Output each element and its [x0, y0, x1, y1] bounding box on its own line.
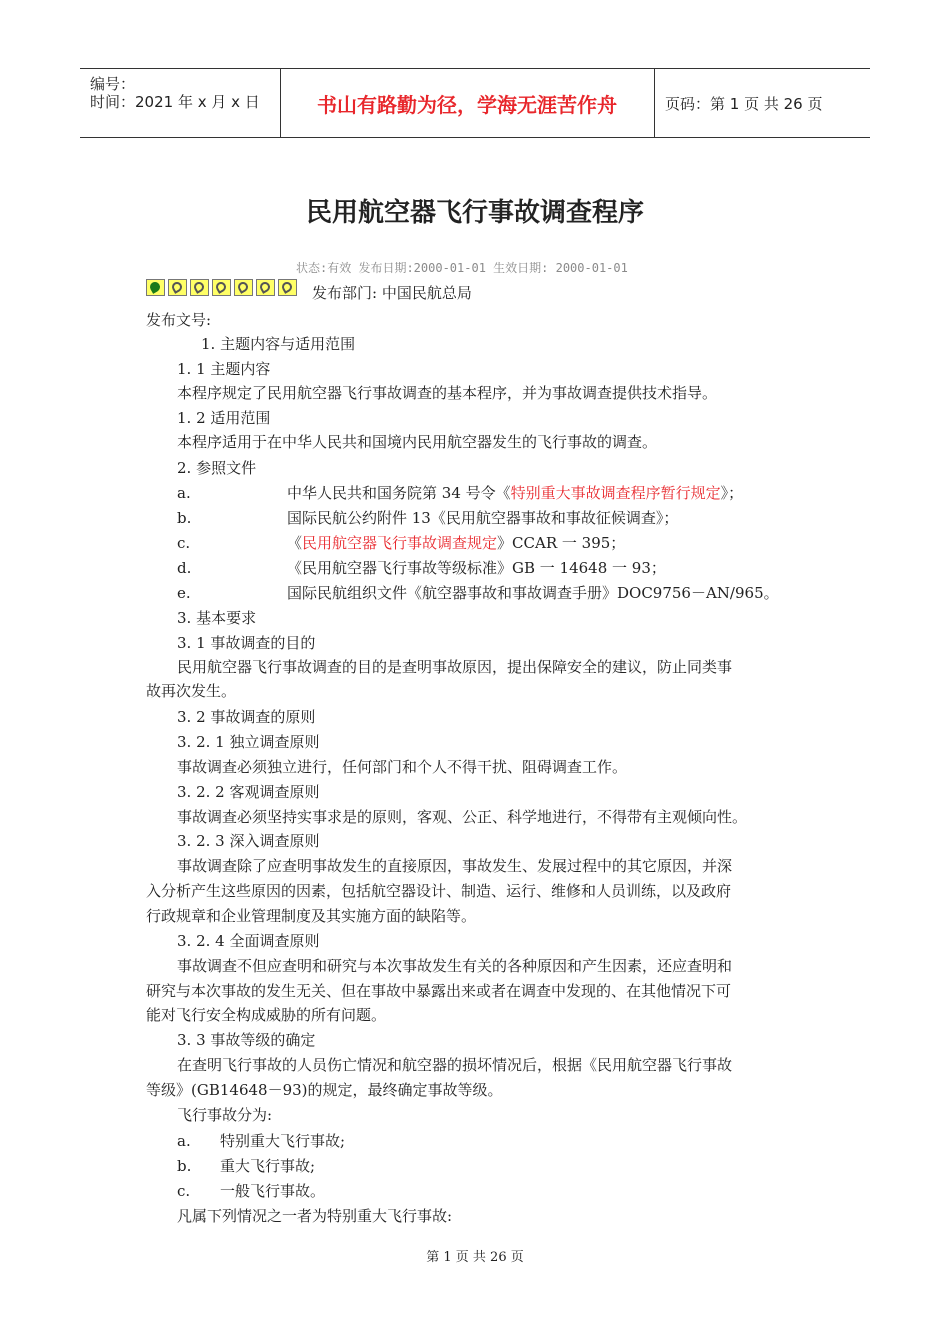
page-title: 民用航空器飞行事故调查程序 — [305, 198, 644, 228]
header-meta-cell — [80, 69, 281, 137]
rating-glyph-icon — [280, 280, 294, 294]
motto: 书山有路勤为径，学海无涯苦作舟 — [280, 69, 655, 137]
list-text: 国际民航公约附件 13《民用航空器事故和事故征候调查》； — [287, 509, 679, 527]
list-text-suffix: 》； — [720, 484, 744, 502]
body-line — [177, 582, 779, 603]
list-text: 《民用航空器飞行事故等级标准》GB 一 14648 一 93； — [287, 559, 666, 577]
list-label: c. — [177, 1182, 191, 1200]
body-line: 事故调查必须独立进行，任何部门和个人不得干扰、阻碍调查工作。 — [177, 758, 628, 776]
body-line: 本程序适用于在中华人民共和国境内民用航空器发生的飞行事故的调查。 — [177, 433, 658, 451]
list-text-suffix: 》CCAR 一 395； — [497, 534, 626, 552]
body-line: 民用航空器飞行事故调查的目的是查明事故原因，提出保障安全的建议，防止同类事 — [177, 658, 733, 676]
list-label: c. — [177, 534, 191, 552]
body-line: 事故调查不但应查明和研究与本次事故发生有关的各种原因和产生因素，还应查明和 — [177, 957, 733, 975]
body-line: 本程序规定了民用航空器飞行事故调查的基本程序，并为事故调查提供技术指导。 — [177, 384, 718, 402]
status-line: 状态:有效 发布日期:2000-01-01 生效日期: 2000-01-01 — [296, 261, 628, 275]
body-line: 3. 2 事故调查的原则 — [177, 708, 316, 726]
list-label: e. — [177, 584, 191, 602]
body-line: 能对飞行安全构成威胁的所有问题。 — [146, 1006, 387, 1024]
rating-star-icon — [234, 279, 253, 296]
body-line: 1. 主题内容与适用范围 — [201, 335, 356, 353]
rating-star-icon — [212, 279, 231, 296]
list-text: 重大飞行事故; — [220, 1157, 316, 1175]
rating-star-icon — [256, 279, 275, 296]
list-label: a. — [177, 484, 191, 502]
body-line: 3. 2. 3 深入调查原则 — [177, 832, 320, 850]
body-line: 凡属下列情况之一者为特别重大飞行事故: — [177, 1207, 453, 1225]
body-line — [177, 557, 666, 578]
doc-number: 发布文号: — [146, 311, 212, 329]
header-table — [80, 68, 870, 138]
list-text: 国际民航组织文件《航空器事故和事故调查手册》DOC9756－AN/965。 — [287, 584, 779, 602]
list-text: 一般飞行事故。 — [220, 1182, 326, 1200]
body-line: 1. 2 适用范围 — [177, 409, 271, 427]
rating-glyph-icon — [170, 280, 184, 294]
page-info: 页码：第 1 页 共 26 页 — [665, 95, 823, 113]
list-text: 中华人民共和国务院第 34 号令《 — [287, 484, 511, 502]
reference-link[interactable]: 特别重大事故调查程序暂行规定 — [510, 484, 721, 502]
list-label: b. — [177, 1157, 192, 1175]
body-line — [177, 1155, 315, 1176]
list-label: d. — [177, 559, 192, 577]
rating-glyph-icon — [258, 280, 272, 294]
rating-star-icon — [146, 279, 165, 296]
body-line: 3. 2. 2 客观调查原则 — [177, 783, 320, 801]
rating-glyph-icon — [192, 280, 206, 294]
page-footer: 第 1 页 共 26 页 — [426, 1250, 524, 1265]
rating-star-icon — [190, 279, 209, 296]
reference-link[interactable]: 民用航空器飞行事故调查规定 — [302, 534, 498, 552]
list-label: a. — [177, 1132, 191, 1150]
body-line: 研究与本次事故的发生无关、但在事故中暴露出来或者在调查中发现的、在其他情况下可 — [146, 982, 732, 1000]
list-text: 《 — [287, 534, 303, 552]
publisher: 发布部门: 中国民航总局 — [312, 284, 472, 302]
rating-glyph-icon — [214, 280, 228, 294]
body-line — [177, 482, 743, 503]
list-text: 特别重大飞行事故; — [220, 1132, 346, 1150]
body-line: 2. 参照文件 — [177, 459, 257, 477]
body-line: 3. 基本要求 — [177, 609, 257, 627]
rating-star-icon — [278, 279, 297, 296]
body-line — [177, 1180, 325, 1201]
body-line: 事故调查必须坚持实事求是的原则，客观、公正、科学地进行，不得带有主观倾向性。 — [177, 808, 748, 826]
rating-glyph-icon — [236, 280, 250, 294]
rating-glyph-icon — [148, 280, 162, 294]
body-line: 3. 2. 4 全面调查原则 — [177, 932, 320, 950]
body-line: 等级》(GB14648－93)的规定，最终确定事故等级。 — [146, 1081, 503, 1099]
body-line: 事故调查除了应查明事故发生的直接原因，事故发生、发展过程中的其它原因，并深 — [177, 857, 733, 875]
body-line — [177, 507, 678, 528]
body-line: 在查明飞行事故的人员伤亡情况和航空器的损坏情况后，根据《民用航空器飞行事故 — [177, 1056, 733, 1074]
body-line: 3. 2. 1 独立调查原则 — [177, 733, 320, 751]
body-line: 3. 3 事故等级的确定 — [177, 1031, 316, 1049]
body-line — [177, 1130, 345, 1151]
list-label: b. — [177, 509, 192, 527]
body-line: 飞行事故分为: — [177, 1106, 273, 1124]
time-label: 时间：2021 年 x 月 x 日 — [90, 93, 260, 111]
body-line: 故再次发生。 — [146, 682, 237, 700]
number-label: 编号： — [90, 75, 136, 93]
body-line: 1. 1 主题内容 — [177, 360, 271, 378]
body-line: 入分析产生这些原因的因素，包括航空器设计、制造、运行、维修和人员训练，以及政府 — [146, 882, 732, 900]
rating-star-icon — [168, 279, 187, 296]
body-line: 3. 1 事故调查的目的 — [177, 634, 316, 652]
rating-stars — [146, 279, 300, 296]
body-line — [177, 532, 625, 553]
body-line: 行政规章和企业管理制度及其实施方面的缺陷等。 — [146, 907, 477, 925]
